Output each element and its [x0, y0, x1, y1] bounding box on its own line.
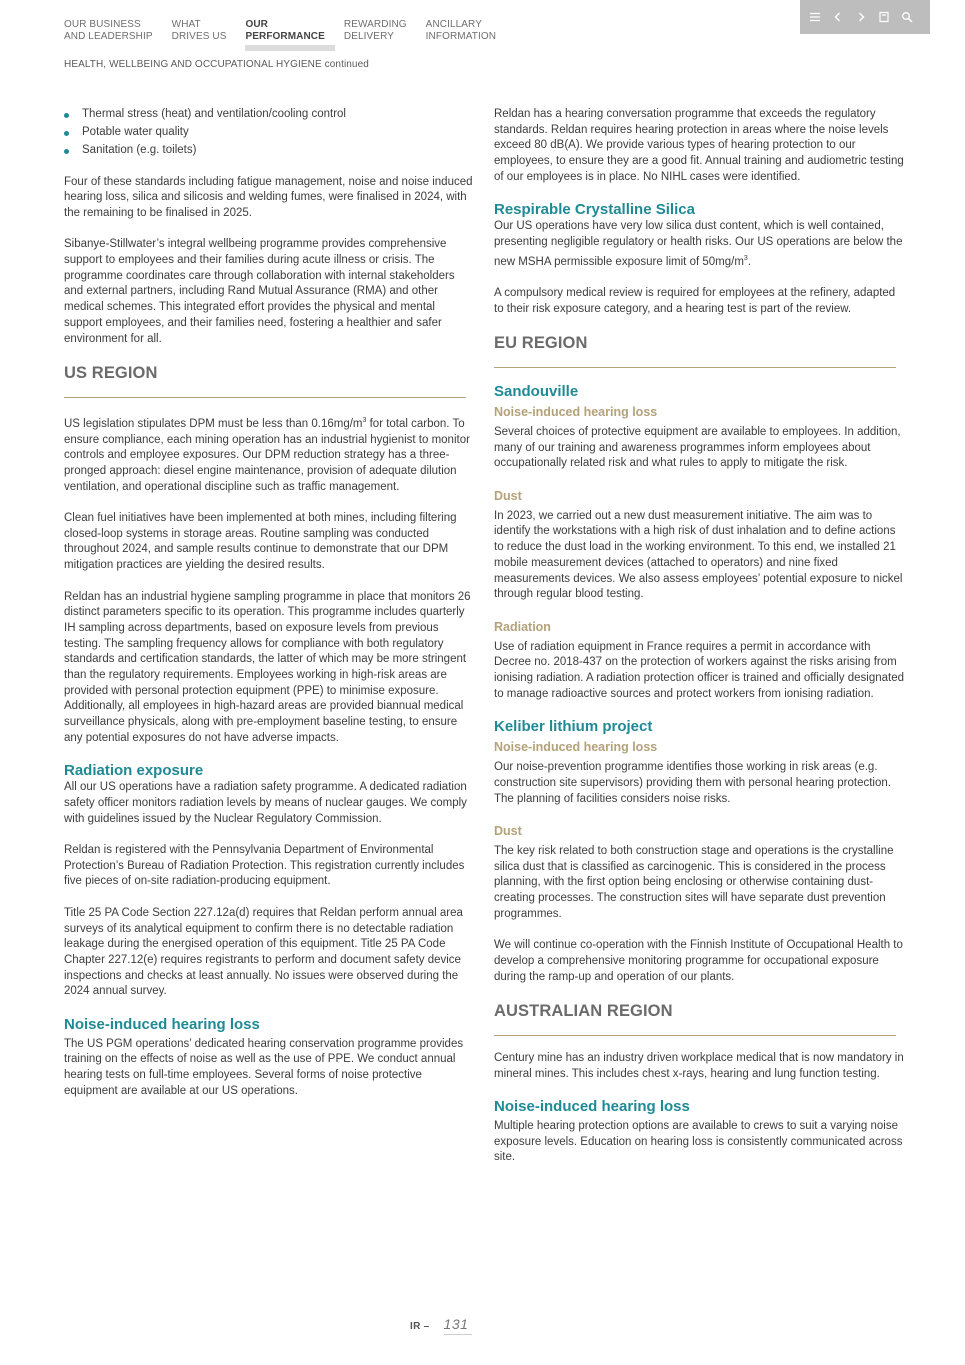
bullet-icon [64, 131, 69, 136]
subheading-noise: Noise-induced hearing loss [494, 404, 658, 419]
bullet-icon [64, 149, 69, 154]
nav-rewarding-delivery[interactable] [344, 19, 407, 43]
chevron-right-icon[interactable] [854, 10, 868, 24]
running-head: HEALTH, WELLBEING AND OCCUPATIONAL HYGIENE continued [64, 59, 369, 70]
paragraph-keliber-dust-1: The key risk related to both construction stage and operations is the crystalline silica dust that is classified as carcinogenic. This is considered in the process planning, with the first option being enclosing or otherwise containing dust-creating processes. The construction sites will have separate dust prevention programmes. [494, 844, 894, 920]
top-navigation [64, 19, 515, 43]
text-run: US legislation stipulates DPM must be less than 0.16mg/m [64, 417, 363, 430]
bullet-icon [64, 113, 69, 118]
menu-icon[interactable] [808, 10, 822, 24]
subheading-dust: Dust [494, 823, 522, 838]
paragraph-sandouville-noise: Several choices of protective equipment are available to employees. In addition, many of our training and awareness programmes inform employees about occupationally related risk and what rules to apply to mitigate the risk. [494, 425, 901, 470]
page-footer [410, 1316, 472, 1335]
subheading-noise: Noise-induced hearing loss [494, 740, 658, 755]
paragraph-keliber-noise: Our noise-prevention programme identifies those working in risk areas (e.g. construction site supervisors) providing them with personal hearing protection. The planning of facilities considers noise risks. [494, 761, 891, 805]
nav-label: WHAT [171, 19, 201, 30]
nav-label: ANCILLARY [425, 19, 482, 30]
heading-noise-hearing-loss: Noise-induced hearing loss [64, 1015, 260, 1033]
paragraph-noise-us: The US PGM operations’ dedicated hearing conservation programme provides training on the effects of noise as well as the use of PPE. We conduct annual hearing tests on full-time employees. Several forms of noise protective equipment are available at our US operations. [64, 1037, 464, 1097]
page-number: 131 [444, 1316, 473, 1335]
nav-what-drives-us[interactable] [172, 19, 227, 43]
heading-sandouville: Sandouville [494, 382, 579, 400]
section-heading-eu-region: EU REGION [494, 333, 896, 368]
nav-label: OUR [245, 19, 268, 30]
nav-ancillary-information[interactable] [426, 19, 496, 43]
text-run: Our US operations have very low silica dust content, which is well contained, presenting negligible regulatory or health risks. Our US operations are below the new MSHA permissible exposure limit of 50mg/m [494, 220, 903, 268]
heading-keliber: Keliber lithium project [494, 718, 653, 736]
list-item [64, 107, 474, 123]
section-heading-australian-region: AUSTRALIAN REGION [494, 1001, 896, 1036]
paragraph-silica-1 [494, 219, 904, 270]
nav-label: REWARDING [343, 19, 407, 30]
search-icon[interactable] [900, 10, 914, 24]
paragraph-keliber-dust-2: We will continue co-operation with the Finnish Institute of Occupational Health to develop a comprehensive monitoring programme for occupational exposure during the ramp-up and operation of our plants. [494, 939, 903, 983]
paragraph-radiation-3: Title 25 PA Code Section 227.12a(d) requires that Reldan perform annual area surveys of its analytical equipment to confirm there is no detectable radiation leakage during the energised operation of this equipment. Title 25 PA Code Chapter 227.12(e) requires registrants to perform and document safety device inspections and checks at least annually. No issues were observed during the 2024 annual survey. [64, 906, 463, 998]
page-icon[interactable] [877, 10, 891, 24]
heading-noise-hearing-loss-au: Noise-induced hearing loss [494, 1098, 690, 1116]
nav-label: DELIVERY [343, 31, 394, 42]
paragraph-wellbeing: Sibanye-Stillwater’s integral wellbeing programme provides comprehensive support to employees and their families during acute illness or crisis. The programme coordinates care through collaboration with internal stakeholders and external partners, including Rand Mutual Assurance (RMA) and other medical schemes. This integrated effort provides the physical and mental support employees, and their families need, fostering a healthier and safer environment for all. [64, 238, 455, 345]
standards-list [64, 107, 474, 159]
paragraph-radiation-1: All our US operations have a radiation safety programme. A dedicated radiation safety officer monitors radiation levels by means of nuclear gauges. We comply with guidelines issued by the Nuclear Regulatory Commission. [64, 781, 467, 825]
list-item-text: Thermal stress (heat) and ventilation/cooling control [82, 108, 346, 120]
subheading-radiation: Radiation [494, 619, 551, 634]
nav-label: PERFORMANCE [245, 31, 325, 42]
paragraph-sandouville-radiation: Use of radiation equipment in France requires a permit in accordance with Decree no. 2018-437 on the protection of workers against the risks arising from ionising radiation. A radiation protection officer is trained and officially designated to manage radioactive sources and protect workers from ionising radiation. [494, 640, 905, 700]
text-run: for total carbon. To ensure compliance, each mining operation has an industrial hygienist to monitor controls and employee exposures. Our DPM reduction strategy has a three-pronged approach: diesel engine maintenance, provision of adequate dilution ventilation, and operational discipline such as traffic management. [64, 417, 470, 493]
subheading-dust: Dust [494, 488, 522, 503]
paragraph-century-mine: Century mine has an industry driven workplace medical that is now mandatory in mineral mines. This includes chest x-rays, hearing and lung function testing. [494, 1051, 904, 1080]
paragraph-standards: Four of these standards including fatigue management, noise and noise induced hearing loss, silica and silicosis and welding fumes, were finalised in 2024, with the remaining to be finalised in 2025. [64, 175, 473, 219]
paragraph-noise-au: Multiple hearing protection options are available to crews to suit a varying noise exposure levels. Education on hearing loss is consistently communicated across site. [494, 1120, 903, 1164]
section-heading-us-region: US REGION [64, 363, 466, 398]
right-column [494, 107, 904, 1182]
paragraph-dpm [64, 413, 474, 495]
paragraph-reldan-hearing: Reldan has a hearing conversation programme that exceeds the regulatory standards. Reldan requires hearing protection in areas where the noise levels exceed 80 dB(A). We provide various types of hearing protection to our employees, to ensure they are a good fit. Annual training and audiometric testing of our employees is in place. No NIHL cases were identified. [494, 108, 904, 183]
nav-our-business[interactable] [64, 19, 153, 43]
nav-label: DRIVES US [171, 31, 227, 42]
paragraph-sandouville-dust: In 2023, we carried out a new dust measurement initiative. The aim was to identify the workstations with a high risk of dust inhalation and to define actions to reduce the dust load in the working environment. To this end, we installed 21 mobile measurement devices (attached to operators) and nine fixed measurements devices. We also assess employees’ potential exposure to nickel through regular blood testing. [494, 509, 903, 601]
nav-our-performance[interactable] [245, 19, 324, 43]
paragraph-radiation-2: Reldan is registered with the Pennsylvania Department of Environmental Protection’s Bureau of Radiation Protection. This registration currently includes five pieces of on-site radiation-producing equipment. [64, 844, 465, 888]
text-run: . [747, 255, 752, 268]
paragraph-reldan-hygiene: Reldan has an industrial hygiene sampling programme in place that monitors 26 distinct parameters specific to its operation. This programme includes quarterly IH sampling across departments, based on exposure levels from previous testing. The sampling frequency allows for compliance with both regulatory standards and certification standards, the latter of which may be more stringent than the regulatory requirements. Employees working in high-risk areas are provided with personal protection equipment (PPE) to minimise exposure. Additionally, all employees in high-hazard areas are provided biannual medical surveillance physicals, along with pre-employment baseline testing, to ensure any potential exposures do not have adverse impacts. [64, 590, 471, 744]
superscript: 3 [362, 416, 367, 424]
left-column [64, 107, 474, 1115]
list-item [64, 143, 474, 159]
superscript: 3 [743, 254, 748, 262]
heading-respirable-silica: Respirable Crystalline Silica [494, 201, 695, 219]
nav-label: INFORMATION [425, 31, 497, 42]
list-item-text: Sanitation (e.g. toilets) [82, 144, 197, 157]
paragraph-silica-2: A compulsory medical review is required for employees at the refinery, adapted to their risk exposure category, and a hearing test is part of the review. [494, 286, 896, 315]
chevron-left-icon[interactable] [831, 10, 845, 24]
heading-radiation-exposure: Radiation exposure [64, 762, 204, 780]
report-label: IR – [410, 1321, 430, 1332]
nav-label: OUR BUSINESS [64, 19, 141, 30]
document-toolbar [800, 0, 930, 34]
paragraph-clean-fuel: Clean fuel initiatives have been implemented at both mines, including filtering closed-loop systems in storage areas. Routine sampling was conducted throughout 2024, and sample results continue to demonstrate that our DPM mitigation practices are yielding the desired results. [64, 512, 457, 572]
list-item [64, 125, 474, 141]
nav-label: AND LEADERSHIP [64, 31, 153, 42]
list-item-text: Potable water quality [82, 126, 189, 139]
